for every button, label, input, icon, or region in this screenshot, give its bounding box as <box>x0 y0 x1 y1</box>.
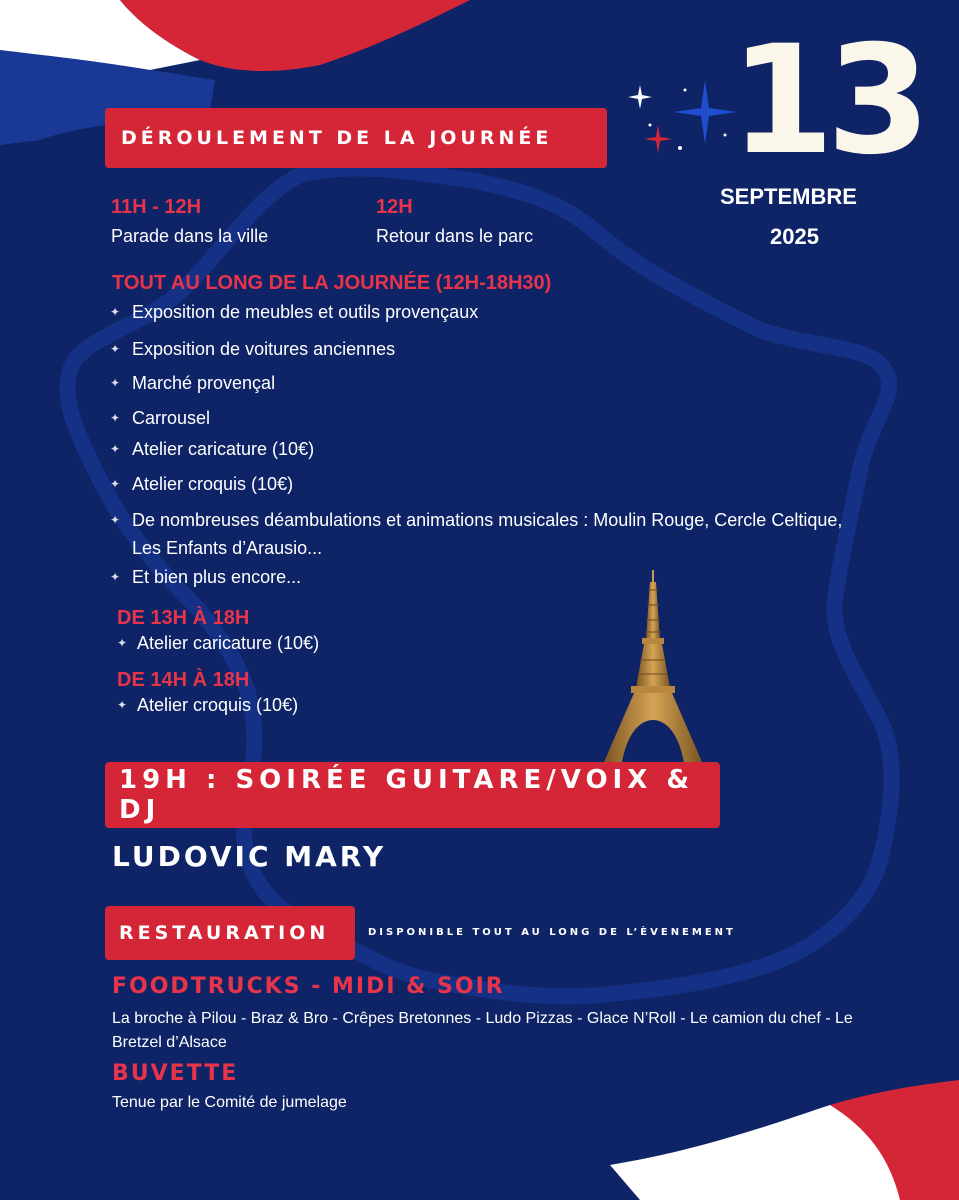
four-point-star-icon: ✦ <box>117 698 128 712</box>
schedule-event-1: Parade dans la ville <box>111 226 269 246</box>
schedule-banner <box>105 108 607 168</box>
all-day-title: TOUT AU LONG DE LA JOURNÉE (12H-18H30) <box>112 272 552 294</box>
foodtrucks-list: La broche à Pilou - Braz & Bro - Crêpes Bretonnes - Ludo Pizzas - Glace N’Roll - Le camion du chef - Le Bretzel d’Alsace <box>112 1010 853 1051</box>
schedule-banner-label: DÉROULEMENT DE LA JOURNÉE <box>121 127 553 149</box>
restauration-banner <box>105 906 355 960</box>
french-flag-bottom-right <box>610 1080 959 1200</box>
schedule-time-1: 11H - 12H <box>111 196 202 218</box>
list-item: ✦ Marché provençal <box>110 370 830 397</box>
four-point-star-icon: ✦ <box>110 477 121 491</box>
list-item: ✦ Exposition de meubles et outils provençaux <box>110 299 830 326</box>
buvette-title: BUVETTE <box>112 1061 239 1086</box>
four-point-star-icon: ✦ <box>110 411 121 425</box>
slot-item-2: ✦ Atelier croquis (10€) <box>117 695 299 715</box>
sparkle-fireworks-icon <box>625 70 740 165</box>
slot-item-1: ✦ Atelier caricature (10€) <box>117 633 320 653</box>
buvette-text: Tenue par le Comité de jumelage <box>112 1094 347 1111</box>
schedule-event-2: Retour dans le parc <box>376 226 534 246</box>
date-day: 13 <box>730 14 923 188</box>
restauration-banner-label: RESTAURATION <box>119 922 330 944</box>
four-point-star-icon: ✦ <box>110 342 121 356</box>
foodtrucks-title: FOODTRUCKS - MIDI & SOIR <box>112 974 505 999</box>
four-point-star-icon: ✦ <box>117 636 128 650</box>
four-point-star-icon: ✦ <box>110 513 121 527</box>
four-point-star-icon: ✦ <box>110 570 121 584</box>
slot-time-2: DE 14H À 18H <box>117 669 250 691</box>
restauration-note: DISPONIBLE TOUT AU LONG DE L’ÈVENEMENT <box>368 927 736 938</box>
artist-name: LUDOVIC MARY <box>112 840 387 873</box>
date-year: 2025 <box>770 224 819 249</box>
four-point-star-icon: ✦ <box>110 442 121 456</box>
list-item: ✦ Atelier croquis (10€) <box>110 471 830 498</box>
schedule-time-2: 12H <box>376 196 413 218</box>
list-item: ✦ Carrousel <box>110 405 830 432</box>
eiffel-tower-icon <box>598 570 708 765</box>
four-point-star-icon: ✦ <box>110 305 121 319</box>
slot-time-1: DE 13H À 18H <box>117 607 250 629</box>
evening-banner <box>105 762 720 828</box>
list-item: ✦ Atelier caricature (10€) <box>110 436 830 463</box>
date-month: SEPTEMBRE <box>720 184 857 209</box>
evening-banner-label: 19H : SOIRÉE GUITARE/VOIX & DJ <box>119 765 694 825</box>
list-item: ✦ De nombreuses déambulations et animations musicales : Moulin Rouge, Cercle Celtique, Les Enfants d’Arausio... <box>110 506 870 562</box>
list-item: ✦ Exposition de voitures anciennes <box>110 336 830 363</box>
list-item: ✦ Et bien plus encore... <box>110 564 830 591</box>
four-point-star-icon: ✦ <box>110 376 121 390</box>
